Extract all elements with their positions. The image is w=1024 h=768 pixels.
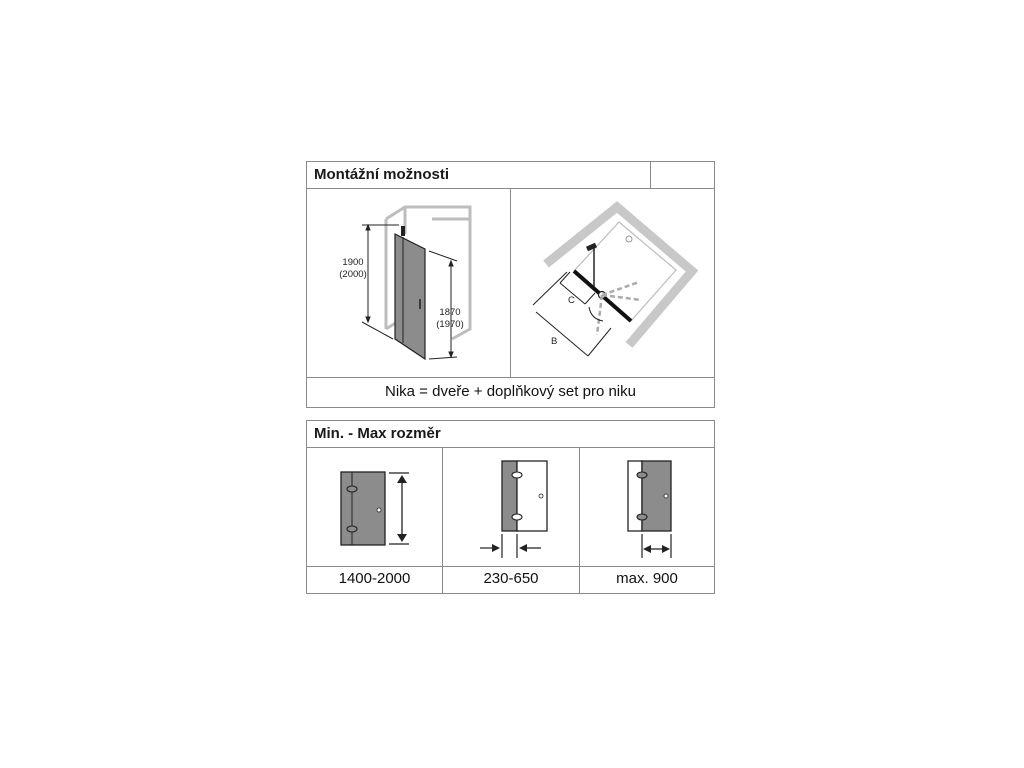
arrow-left-icon [519, 544, 527, 552]
drain-icon [626, 236, 632, 242]
door-elevation-diagram [307, 189, 510, 377]
arrow-right-icon [492, 544, 500, 552]
knob-icon [377, 508, 381, 512]
arrow-down-icon [397, 534, 407, 542]
glass-door [395, 226, 425, 359]
height-total-alt-label: (2000) [339, 269, 367, 280]
height-total-dimension [362, 225, 399, 339]
fixed-panel-glass [502, 461, 517, 531]
hinge-top-icon [512, 472, 522, 478]
dimension-c-label: C [568, 295, 575, 306]
fixed-panel-outline [628, 461, 642, 531]
height-range-diagram [307, 448, 442, 566]
size-value-1: 1400-2000 [338, 570, 411, 587]
swing-arc [589, 307, 603, 321]
arrow-right-icon [662, 545, 670, 553]
panel-width-arrows [480, 534, 541, 558]
arrow-left-icon [643, 545, 651, 553]
height-door-alt-label: (1970) [436, 319, 464, 330]
size-value-3: max. 900 [616, 570, 678, 587]
mounting-header-empty-cell [650, 162, 714, 188]
size-header [307, 421, 714, 448]
knob-icon [539, 494, 543, 498]
door-top-bracket [401, 226, 405, 236]
size-title: Min. - Max rozměr [314, 425, 441, 442]
dimension-b-label: B [551, 336, 558, 347]
dimension-c [560, 272, 595, 304]
height-arrow [389, 473, 409, 544]
door-width-arrow [642, 534, 671, 558]
height-door-dimension [429, 251, 457, 359]
height-door-label: 1870 [439, 307, 461, 318]
hinge-bottom-icon [637, 514, 647, 520]
mounting-panel [306, 161, 715, 408]
mounting-header [307, 162, 714, 189]
panel-width-diagram [443, 448, 579, 566]
hinge-bottom-icon [512, 514, 522, 520]
size-value-2: 230-650 [483, 570, 539, 587]
plan-view-diagram [511, 189, 714, 377]
hinge-top-icon [347, 486, 357, 492]
height-total-label: 1900 [342, 257, 364, 268]
size-values-row-border [307, 566, 714, 567]
knob-icon [664, 494, 668, 498]
door-width-diagram [580, 448, 714, 566]
door-glass-fill [395, 234, 425, 359]
size-panel [306, 420, 715, 594]
hinge-bottom-icon [347, 526, 357, 532]
mounting-title: Montážní možnosti [314, 166, 449, 183]
arrow-up-icon [397, 475, 407, 483]
mounting-caption: Nika = dveře + doplňkový set pro niku [307, 377, 714, 407]
hinge-top-icon [637, 472, 647, 478]
